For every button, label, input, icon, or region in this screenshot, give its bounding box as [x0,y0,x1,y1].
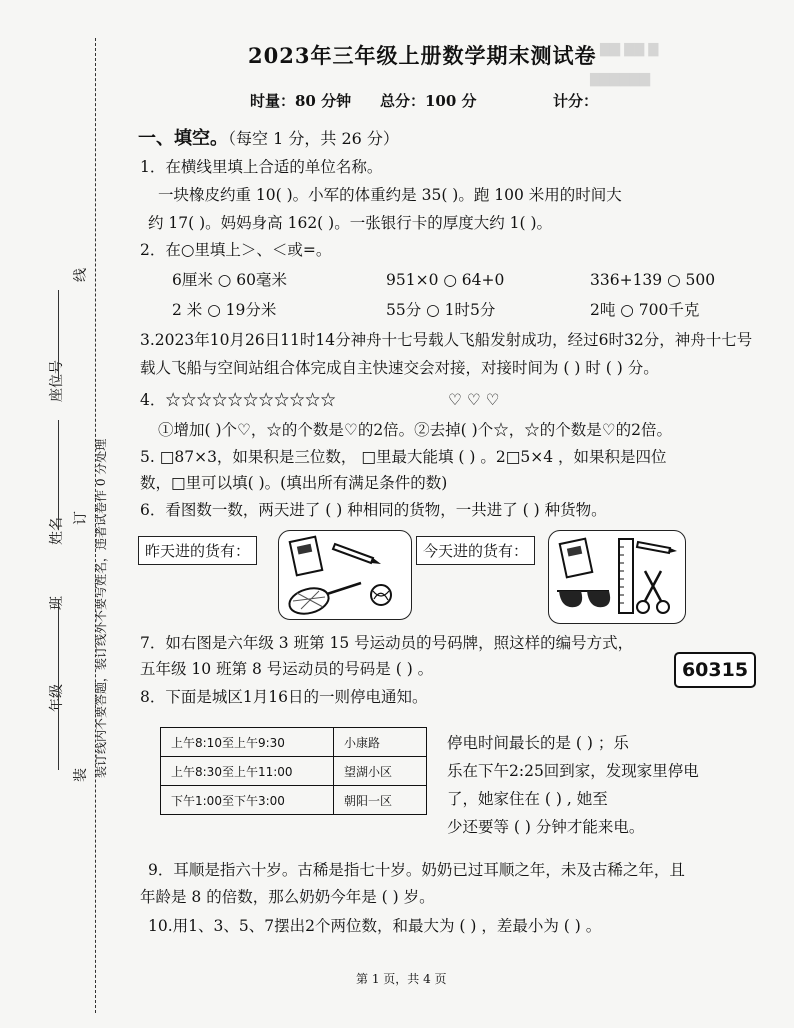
q7-line2: 五年级 10 班第 8 号运动员的号码是 ( ) 。 [140,660,434,678]
q2-item: 951×0 ○ 64+0 [386,271,505,289]
q1-line2: 约 17( )。妈妈身高 162( )。一张银行卡的厚度大约 1( )。 [148,214,553,232]
q1-line1: 一块橡皮约重 10( )。小军的体重约是 35( )。跑 100 米用的时间大 [158,186,622,204]
exam-score: 计分： [553,92,599,110]
binding-mark-3: 线 [73,268,89,282]
table-row [161,757,427,786]
outage-place: 朝阳一区 [334,786,427,815]
q2-item: 336+139 ○ 500 [590,271,716,289]
q5-line1: 5. □87×3，如果积是三位数， □里最大能填 ( ) 。2□5×4 ，如果积是四位 [140,448,667,466]
ruler-icon [619,539,633,613]
outage-place: 小康路 [334,728,427,757]
exam-total: 总分：100 分 [380,92,477,110]
q8-stem: 8．下面是城区1月16日的一则停电通知。 [140,688,428,706]
seat-label: 座位号 [49,360,65,402]
q3-line2: 载人飞船与空间站组合体完成自主快速交会对接，对接时间为 ( ) 时 ( ) 分。 [140,359,659,377]
q2-item: 6厘米 ○ 60毫米 [172,271,287,289]
q9-line1: 9．耳顺是指六十岁。古稀是指七十岁。奶奶已过耳顺之年，未及古稀之年，且 [148,861,685,879]
yesterday-label: 昨天进的货有： [138,536,257,565]
name-label: 姓名 [49,517,65,545]
show-through-text: ▇▇ ▇▇ ▇ [600,42,659,57]
outage-time: 下午1:00至下午3:00 [161,786,334,815]
section-1-heading: 一、填空。 [138,128,228,149]
q8-text-3: 了，她家住在 ( ) , 她至 [447,790,608,808]
badminton-racket-icon [287,583,361,618]
q2-item: 2 米 ○ 19分米 [172,301,277,319]
name-blank-line [58,420,60,530]
grade-label: 年级 [49,684,65,712]
q9-line2: 年龄是 8 的倍数，那么奶奶今年是 ( ) 岁。 [140,888,435,906]
q1-stem: 1．在横线里填上合适的单位名称。 [140,158,383,176]
binding-mark-2: 订 [73,511,89,525]
outage-time: 上午8:30至上午11:00 [161,757,334,786]
page-title: 2023年三年级上册数学期末测试卷 [248,43,597,68]
pencil-icon [333,544,381,564]
show-through-text: ▇▇▇▇▇▇ [590,72,650,87]
grade-blank-line [58,600,60,770]
q8-text-4: 少还要等 ( ) 分钟才能来电。 [447,818,645,836]
q3-line1: 3.2023年10月26日11时14分神舟十七号载人飞船发射成功，经过6时32分，神舟十七号 [140,331,753,349]
pencil-icon [637,542,677,553]
q2-item: 55分 ○ 1时5分 [386,301,496,319]
today-label: 今天进的货有： [416,536,535,565]
table-row [161,728,427,757]
q2-item: 2吨 ○ 700千克 [590,301,700,319]
q8-text-2: 乐在下午2:25回到家，发现家里停电 [447,762,699,780]
q10-line1: 10.用1、3、5、7摆出2个两位数，和最大为 ( ) ，差最小为 ( ) 。 [148,917,602,935]
q7-line1: 7．如右图是六年级 3 班第 15 号运动员的号码牌，照这样的编号方式， [140,634,634,652]
q5-line2: 数，□里可以填( )。(填出所有满足条件的数) [140,474,448,492]
power-outage-notice-table [160,727,427,815]
binding-warning: 装订线内不要答题，装订线外不要写姓名，违者试卷作 0 分处理 [94,438,108,778]
class-label: 班 [49,596,65,610]
outage-time: 上午8:10至上午9:30 [161,728,334,757]
today-goods-picture [548,530,686,624]
q4-hearts: ♡ ♡ ♡ [448,391,500,409]
q8-text-1: 停电时间最长的是 ( ) ；乐 [447,734,629,752]
binding-mark-1: 装 [73,768,89,782]
scissors-icon [637,571,669,613]
outage-place: 望湖小区 [334,757,427,786]
notebook-icon [560,539,593,578]
yesterday-goods-picture [278,530,412,620]
seat-blank-line [58,290,60,380]
number-badge: 60315 [674,652,756,688]
today-goods-illustration [549,531,685,623]
sunglasses-icon [557,591,610,607]
q6-line1: 6．看图数一数，两天进了 ( ) 种相同的货物，一共进了 ( ) 种货物。 [140,501,607,519]
exam-time: 时量：80 分钟 [250,92,352,110]
notebook-icon [290,537,323,576]
page-footer: 第 1 页，共 4 页 [356,972,447,986]
yesterday-goods-illustration [279,531,411,619]
table-row [161,786,427,815]
q4-line2: ①增加( )个♡，☆的个数是♡的2倍。②去掉( )个☆，☆的个数是♡的2倍。 [158,421,672,439]
section-1-note: （每空 1 分，共 26 分） [228,129,399,148]
q2-stem: 2．在○里填上＞、＜或=。 [140,241,332,259]
yarn-ball-icon [371,585,391,605]
section-1-title [138,124,399,150]
q4-stars: 4．☆☆☆☆☆☆☆☆☆☆☆ [140,391,336,409]
